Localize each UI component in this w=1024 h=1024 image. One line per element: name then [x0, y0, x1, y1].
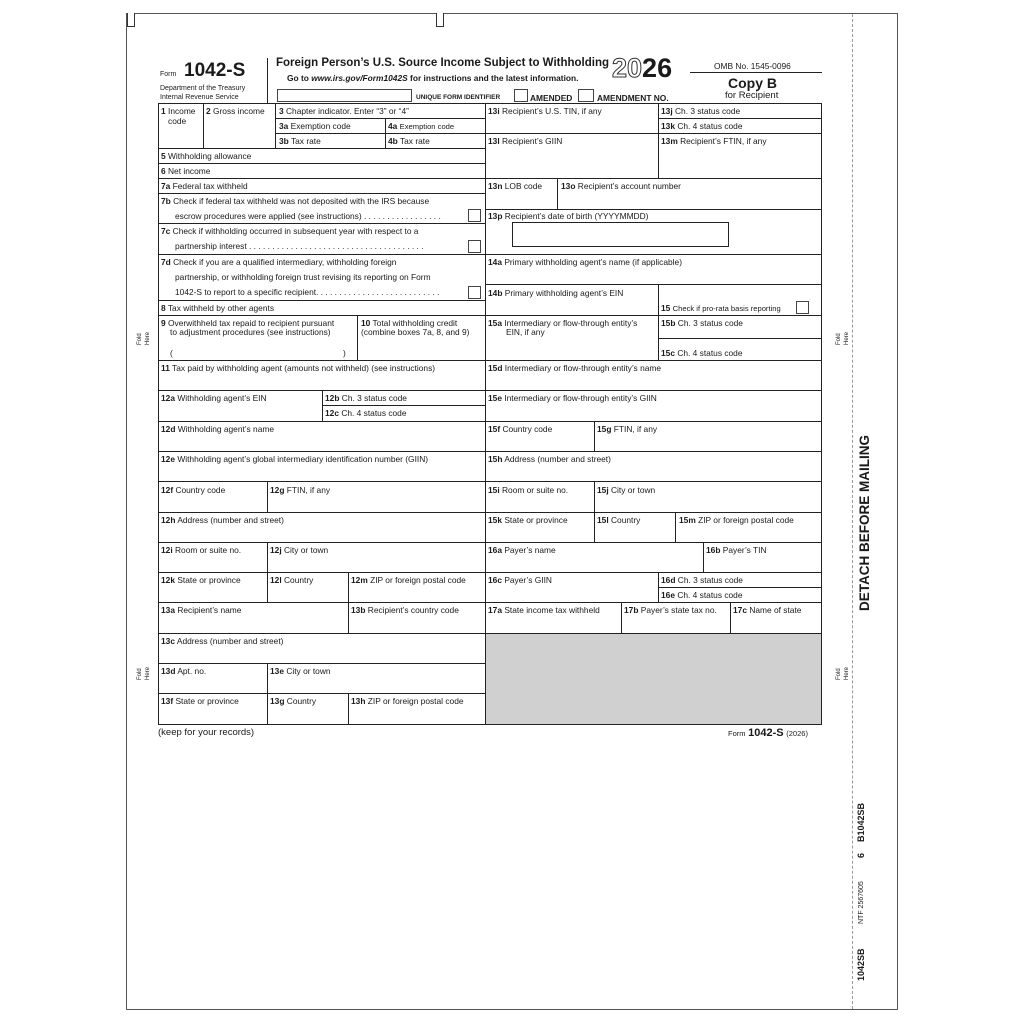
box-7d-checkbox[interactable] [468, 286, 481, 299]
amended-label: AMENDED [530, 93, 573, 103]
amendment-no-field[interactable] [578, 89, 594, 102]
box-12f-label: 12f Country code [161, 485, 226, 495]
box-13f-label: 13f State or province [161, 696, 239, 706]
box-7d-label-line3: 1042-S to report to a specific recipient. . . . . . . . . . . . . . . . . . . . . . . . . . . [175, 287, 440, 297]
box-7b-checkbox[interactable] [468, 209, 481, 222]
box-15i-label: 15i Room or suite no. [488, 485, 569, 495]
box-16a-label: 16a Payer’s name [488, 545, 556, 555]
keep-for-records: (keep for your records) [158, 727, 255, 738]
tractor-notch-left [127, 13, 135, 27]
fold-marker-right-upper: Fold [836, 333, 842, 345]
box-13b-label: 13b Recipient’s country code [351, 605, 459, 615]
unique-identifier-label: UNIQUE FORM IDENTIFIER [416, 94, 501, 101]
box-4b-label: 4b Tax rate [388, 136, 430, 146]
box-12g-label: 12g FTIN, if any [270, 485, 331, 495]
box-12j-label: 12j City or town [270, 545, 329, 555]
box-7a-label: 7a Federal tax withheld [161, 181, 248, 191]
box-13m-label: 13m Recipient’s FTIN, if any [661, 136, 767, 146]
footer-form-label: Form 1042-S (2026) [728, 727, 808, 739]
box-13h-label: 13h ZIP or foreign postal code [351, 696, 464, 706]
box-12b-label: 12b Ch. 3 status code [325, 393, 407, 403]
box-3b-label: 3b Tax rate [279, 136, 321, 146]
box-13l-label: 13l Recipient’s GIIN [488, 136, 563, 146]
unique-form-identifier-field[interactable] [277, 89, 412, 102]
date-of-birth-field[interactable] [512, 222, 729, 247]
copy-sub: for Recipient [725, 90, 779, 101]
box-15f-label: 15f Country code [488, 424, 553, 434]
box-13j-label: 13j Ch. 3 status code [661, 106, 741, 116]
amended-checkbox[interactable] [514, 89, 528, 102]
box-12e-label: 12e Withholding agent’s global intermediary identification number (GIIN) [161, 454, 429, 464]
box-7c-checkbox[interactable] [468, 240, 481, 253]
box-7c-label-line2: partnership interest . . . . . . . . . . . . . . . . . . . . . . . . . . . . . . . . . . . . . . [175, 241, 424, 251]
box-9-close-paren: ) [343, 348, 346, 358]
instructions-line: Go to www.irs.gov/Form1042S for instructions and the latest information. [287, 73, 579, 83]
tractor-notch-center [436, 13, 444, 27]
box-4a-label: 4a Exemption code [388, 121, 455, 131]
box-15m-label: 15m ZIP or foreign postal code [679, 515, 794, 525]
box-7d-label-line2: partnership, or withholding foreign trust revising its reporting on Form [175, 272, 431, 282]
form-number: 1042-S [184, 60, 246, 81]
box-12l-label: 12l Country [270, 575, 314, 585]
amendment-no-label: AMENDMENT NO. [597, 93, 669, 103]
box-10-label-line2: (combine boxes 7a, 8, and 9) [361, 327, 470, 337]
fold-marker-right-upper-2: Here [844, 331, 850, 345]
box-13k-label: 13k Ch. 4 status code [661, 121, 743, 131]
box-17a-label: 17a State income tax withheld [488, 605, 600, 615]
box-9-label: 9 Overwithheld tax repaid to recipient pursuant [161, 318, 335, 328]
box-15e-label: 15e Intermediary or flow-through entity’s GIIN [488, 393, 657, 403]
box-17c-label: 17c Name of state [733, 605, 802, 615]
box-13p-label: 13p Recipient’s date of birth (YYYYMMDD) [488, 211, 649, 221]
box-13o-label: 13o Recipient’s account number [561, 181, 681, 191]
box-7d-label: 7d Check if you are a qualified intermediary, withholding foreign [161, 257, 397, 267]
box-7b-label-line2: escrow procedures were applied (see instructions) . . . . . . . . . . . . . . . . . [175, 211, 441, 221]
box-12a-label: 12a Withholding agent’s EIN [161, 393, 267, 403]
fold-marker-left-lower: Fold [137, 668, 143, 680]
box-14a-label: 14a Primary withholding agent’s name (if applicable) [488, 257, 682, 267]
product-code-6: 6 [856, 852, 866, 858]
box-16d-label: 16d Ch. 3 status code [661, 575, 743, 585]
box-15c-label: 15c Ch. 4 status code [661, 348, 743, 358]
box-13d-label: 13d Apt. no. [161, 666, 207, 676]
box-15-label: 15 Check if pro-rata basis reporting [661, 303, 781, 313]
fold-marker-left-upper-2: Here [145, 331, 151, 345]
box-12k-label: 12k State or province [161, 575, 241, 585]
box-15j-label: 15j City or town [597, 485, 656, 495]
box-8-label: 8 Tax withheld by other agents [161, 303, 275, 313]
box-13e-label: 13e City or town [270, 666, 331, 676]
perforation-line [852, 14, 853, 1009]
box-15a-label: 15a Intermediary or flow-through entity’s [488, 318, 638, 328]
copy-label: Copy B [728, 75, 777, 91]
box-2-label: 2 Gross income [206, 106, 265, 116]
box-13n-label: 13n LOB code [488, 181, 543, 191]
box-15g-label: 15g FTIN, if any [597, 424, 658, 434]
box-12c-label: 12c Ch. 4 status code [325, 408, 407, 418]
omb-number: OMB No. 1545-0096 [714, 61, 791, 71]
fold-marker-left-lower-2: Here [145, 666, 151, 680]
ntf-number: NTF 2567605 [858, 881, 865, 924]
tax-year: 2026 [612, 53, 673, 83]
box-16b-label: 16b Payer’s TIN [706, 545, 767, 555]
product-code-bottom: 1042SB [856, 948, 866, 981]
box-9-label-line2: to adjustment procedures (see instructions) [170, 327, 331, 337]
box-14b-label: 14b Primary withholding agent’s EIN [488, 288, 624, 298]
detach-before-mailing: DETACH BEFORE MAILING [857, 435, 872, 611]
box-6-label: 6 Net income [161, 166, 211, 176]
box-3a-label: 3a Exemption code [279, 121, 351, 131]
box-13a-label: 13a Recipient’s name [161, 605, 242, 615]
box-13i-label: 13i Recipient’s U.S. TIN, if any [488, 106, 602, 116]
form-title: Foreign Person’s U.S. Source Income Subject to Withholding [276, 57, 610, 69]
box-1-label: 1 Income code [161, 106, 196, 126]
box-17b-label: 17b Payer’s state tax no. [624, 605, 717, 615]
box-15l-label: 15l Country [597, 515, 641, 525]
form-prefix: Form [160, 71, 177, 78]
box-13g-label: 13g Country [270, 696, 317, 706]
box-10-label: 10 Total withholding credit [361, 318, 458, 328]
fold-marker-left-upper: Fold [137, 333, 143, 345]
box-9-open-paren: ( [170, 348, 173, 358]
box-12i-label: 12i Room or suite no. [161, 545, 242, 555]
fold-marker-right-lower: Fold [836, 668, 842, 680]
box-16e-label: 16e Ch. 4 status code [661, 590, 743, 600]
box-3-label: 3 Chapter indicator. Enter “3” or “4” [279, 106, 409, 116]
box-7b-label: 7b Check if federal tax withheld was not deposited with the IRS because [161, 196, 430, 206]
box-12m-label: 12m ZIP or foreign postal code [351, 575, 466, 585]
dept-line2: Internal Revenue Service [160, 94, 239, 101]
box-12d-label: 12d Withholding agent’s name [161, 424, 274, 434]
box-11-label: 11 Tax paid by withholding agent (amounts not withheld) (see instructions) [161, 363, 436, 373]
box-15d-label: 15d Intermediary or flow-through entity’s name [488, 363, 662, 373]
shaded-unused-area [486, 634, 821, 724]
box-15a-label-line2: EIN, if any [506, 327, 545, 337]
pro-rata-checkbox[interactable] [796, 301, 809, 314]
fold-marker-right-lower-2: Here [844, 666, 850, 680]
box-13c-label: 13c Address (number and street) [161, 636, 284, 646]
box-15b-label: 15b Ch. 3 status code [661, 318, 743, 328]
product-code-b1042sb: B1042SB [856, 802, 866, 842]
box-7c-label: 7c Check if withholding occurred in subsequent year with respect to a [161, 226, 419, 236]
box-5-label: 5 Withholding allowance [161, 151, 252, 161]
box-16c-label: 16c Payer’s GIIN [488, 575, 552, 585]
box-15k-label: 15k State or province [488, 515, 568, 525]
box-15h-label: 15h Address (number and street) [488, 454, 611, 464]
box-12h-label: 12h Address (number and street) [161, 515, 284, 525]
dept-line1: Department of the Treasury [160, 85, 246, 92]
